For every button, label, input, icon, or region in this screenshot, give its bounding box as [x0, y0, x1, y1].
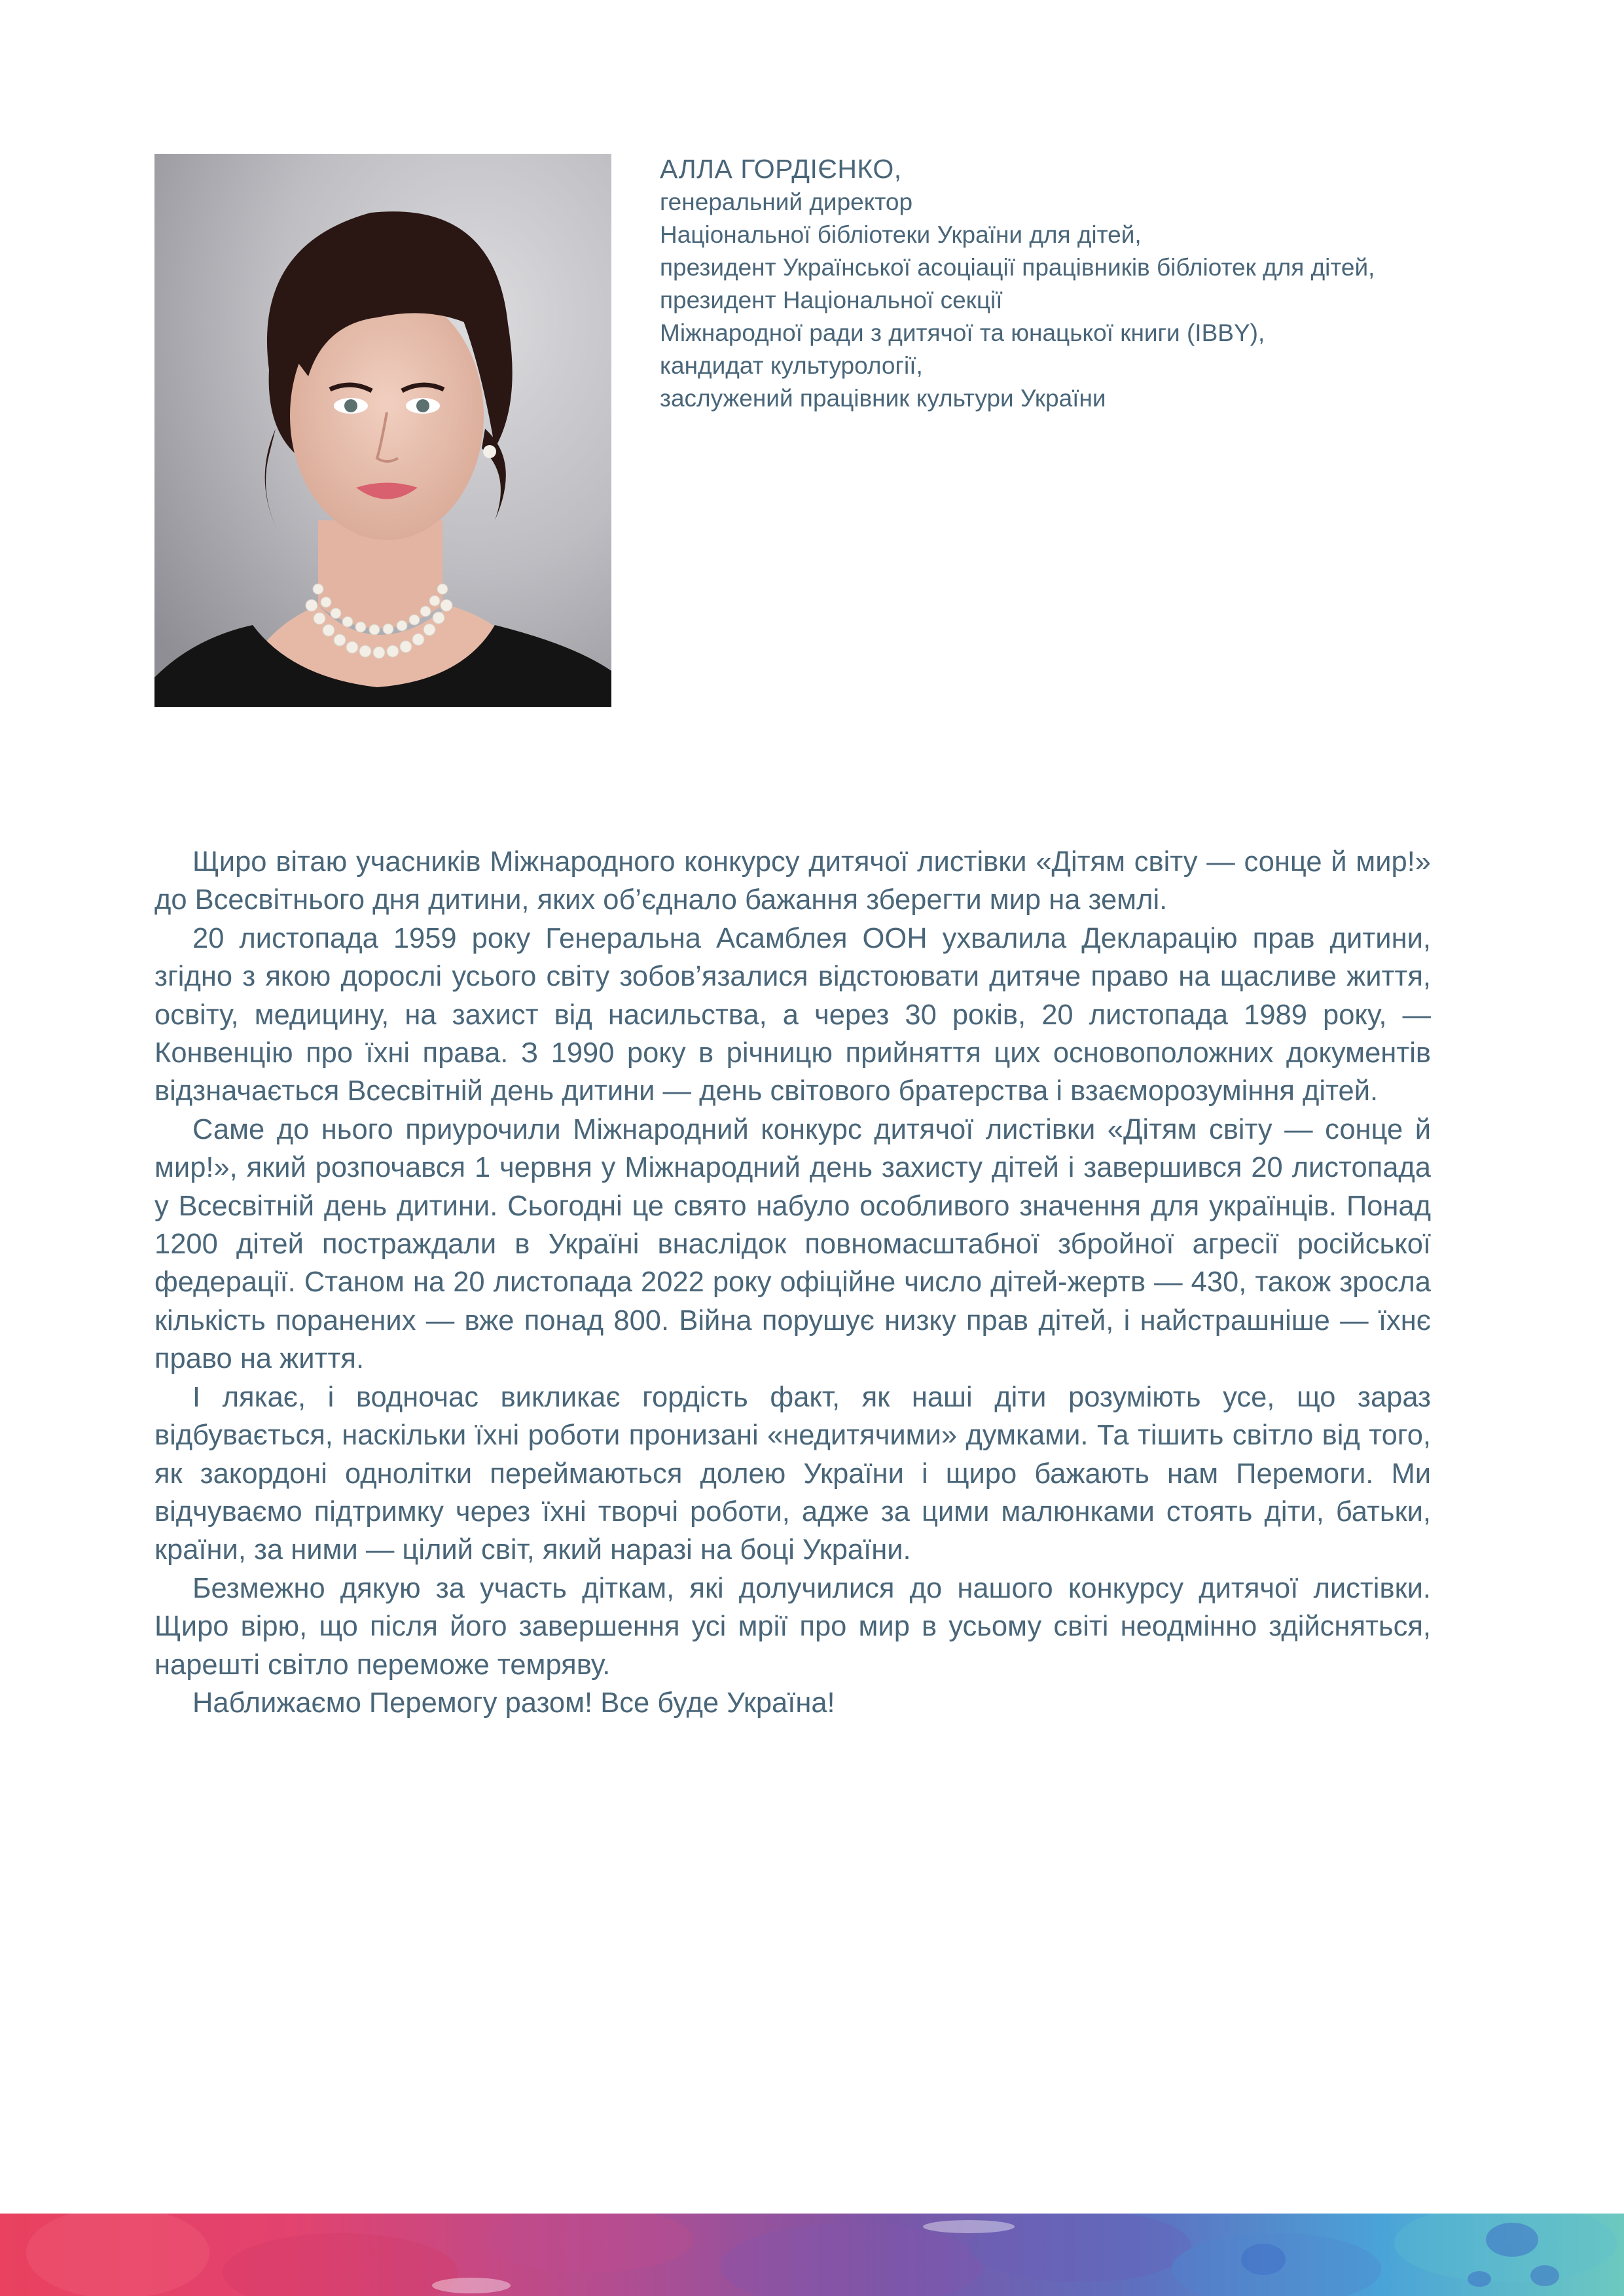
- author-title-line: Національної бібліотеки України для дітей,: [660, 221, 1142, 248]
- author-name: АЛЛА ГОРДІЄНКО,: [660, 154, 902, 184]
- author-title-line: заслужений працівник культури України: [660, 385, 1106, 412]
- watercolor-decoration: [0, 2214, 1624, 2296]
- portrait-illustration: [154, 154, 611, 707]
- letter-paragraph: І лякає, і водночас викликає гордість факт, як наші діти розуміють усе, що зараз відбувається, наскільки їхні роботи пронизані «недитячими» думками. Та тішить світло від того, як закордоні однолітки переймаються долею України і щиро бажають нам Перемоги. Ми відчуваємо підтримку через їхні творчі роботи, адже за цими малюнками стоять діти, батьки, країни, за ними — цілий світ, який наразі на боці України.: [154, 1381, 1431, 1566]
- author-title-line: генеральний директор: [660, 188, 913, 215]
- letter-paragraph: Наближаємо Перемогу разом! Все буде Україна!: [192, 1687, 835, 1719]
- greeting-letter: [154, 843, 1431, 1722]
- letter-paragraph: 20 листопада 1959 року Генеральна Асамблея ООН ухвалила Декларацію прав дитини, згідно з якою дорослі усього світу зобов’язалися відстоювати дитяче право на щасливе життя, освіту, медицину, на захист від насильства, а через 30 років, 20 листопада 1989 року, — Конвенцію про їхні права. З 1990 року в річницю прийняття цих основоположних документів відзначається Всесвітній день дитини — день світового братерства і взаєморозуміння дітей.: [154, 922, 1431, 1107]
- author-title-line: президент Національної секції: [660, 287, 1003, 314]
- author-title-line: президент Української асоціації працівників бібліотек для дітей,: [660, 254, 1375, 281]
- letter-paragraph: Безмежно дякую за участь діткам, які долучилися до нашого конкурсу дитячої листівки. Щиро вірю, що після його завершення усі мрії про мир в усьому світі неодмінно здійсняться, нарешті світло переможе темряву.: [154, 1572, 1431, 1681]
- author-title-line: кандидат культурології,: [660, 352, 923, 379]
- letter-paragraph: Щиро вітаю учасників Міжнародного конкурсу дитячої листівки «Дітям світу — сонце й мир!» до Всесвітнього дня дитини, яких об’єднало бажання зберегти мир на землі.: [154, 846, 1431, 916]
- letter-paragraph: Саме до нього приурочили Міжнародний конкурс дитячої листівки «Дітям світу — сонце й мир!», який розпочався 1 червня у Міжнародний день захисту дітей і завершився 20 листопада у Всесвітній день дитини. Сьогодні це свято набуло особливого значення для українців. Понад 1200 дітей постраждали в Україні внаслідок повномасштабної збройної агресії російської федерації. Станом на 20 листопада 2022 року офіційне число дітей-жертв — 430, також зросла кількість поранених — вже понад 800. Війна порушує низку прав дітей, і найстрашніше — їхнє право на життя.: [154, 1113, 1431, 1375]
- author-credentials: [660, 152, 1485, 415]
- decorative-footer-band: [0, 2214, 1624, 2296]
- author-title-line: Міжнародної ради з дитячої та юнацької книги (IBBY),: [660, 319, 1265, 346]
- author-portrait: [154, 154, 611, 707]
